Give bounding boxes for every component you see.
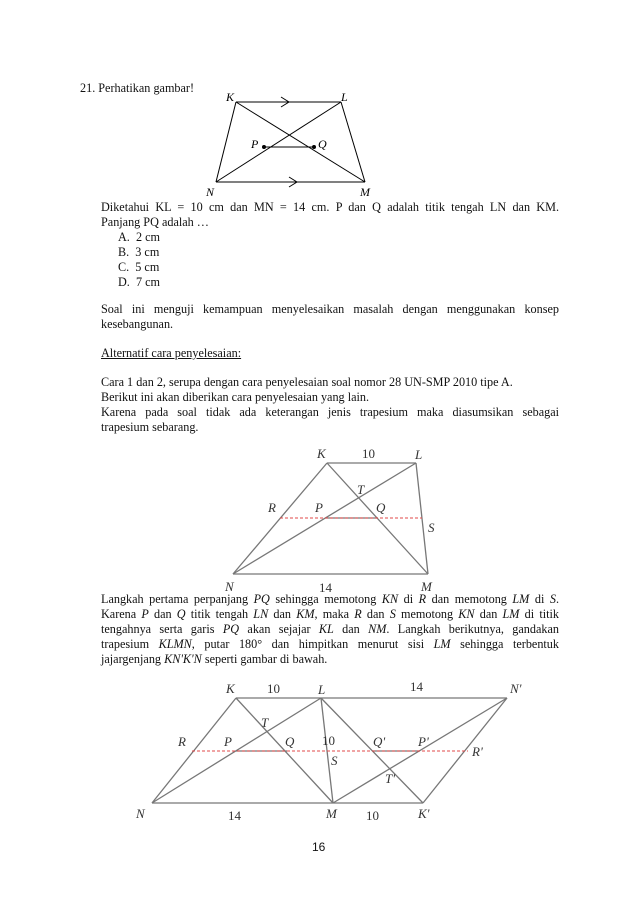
fig3-label-k: K <box>226 681 235 696</box>
fig2-label-s: S <box>428 520 435 535</box>
fig3-label-14-top: 14 <box>410 679 423 694</box>
option-d: D. 7 cm <box>118 275 160 289</box>
fig3-label-nprime: N' <box>510 681 522 696</box>
fig3-label-10-top: 10 <box>267 681 280 696</box>
method-line2: Berikut ini akan diberikan cara penyelesaian yang lain. <box>101 390 370 404</box>
fig3-label-kprime: K' <box>418 806 430 821</box>
fig2-label-p: P <box>315 500 323 515</box>
fig3-label-n: N <box>136 806 145 821</box>
step-line4: trapesium KLMN, putar 180° dan himpitkan menurut sisi LM sehingga terbentuk <box>101 637 559 651</box>
aim-line1: Soal ini menguji kemampuan menyelesaikan masalah dengan menggunakan konsep <box>101 302 559 316</box>
step-line5: jajargenjang KN'K'N seperti gambar di bawah. <box>101 652 328 666</box>
fig1-label-m: M <box>360 185 370 199</box>
fig3-label-t: T <box>261 715 269 730</box>
option-a: A. 2 cm <box>118 230 160 244</box>
fig1-label-p: P <box>251 137 259 151</box>
fig3-label-tprime: T' <box>385 771 396 786</box>
step-line1: Langkah pertama perpanjang PQ sehingga memotong KN di R dan memotong LM di S. <box>101 592 560 606</box>
fig2-label-14: 14 <box>319 580 332 595</box>
fig3-label-qprime: Q' <box>373 734 386 749</box>
fig3-label-l: L <box>318 682 326 697</box>
fig3-label-s: S <box>331 753 338 768</box>
fig2-label-q: Q <box>376 500 386 515</box>
fig2-label-n: N <box>225 579 234 594</box>
fig2-label-l: L <box>415 447 423 462</box>
fig3-label-p: P <box>224 734 232 749</box>
fig1-label-q: Q <box>318 137 327 151</box>
fig1-label-n: N <box>206 185 215 199</box>
fig1-label-l: L <box>341 90 348 104</box>
fig3-label-10-bot: 10 <box>366 808 379 823</box>
fig3-label-rprime: R' <box>472 744 483 759</box>
method-line4: trapesium sebarang. <box>101 420 199 434</box>
fig3-label-q: Q <box>285 734 295 749</box>
question-title: 21. Perhatikan gambar! <box>80 81 195 95</box>
fig2-label-m: M <box>421 579 432 594</box>
fig3-label-14-bot: 14 <box>228 808 241 823</box>
question-stem-line2: Panjang PQ adalah … <box>101 215 209 229</box>
fig3-label-m: M <box>326 806 337 821</box>
fig2-label-t: T <box>357 482 365 497</box>
fig3-label-10-mid: 10 <box>322 733 335 748</box>
fig3-label-r: R <box>178 734 186 749</box>
page-number: 16 <box>312 840 326 854</box>
fig2-label-10: 10 <box>362 446 375 461</box>
fig3-label-pprime: P' <box>418 734 429 749</box>
step-line2: Karena P dan Q titik tengah LN dan KM, maka R dan S memotong KN dan LM di titik <box>101 607 559 621</box>
aim-line2: kesebangunan. <box>101 317 174 331</box>
fig1-label-k: K <box>226 90 235 104</box>
method-line3: Karena pada soal tidak ada keterangan jenis trapesium maka diasumsikan sebagai <box>101 405 559 419</box>
step-line3: tengahnya serta garis PQ akan sejajar KL dan NM. Langkah berikutnya, gandakan <box>101 622 559 636</box>
method-line1: Cara 1 dan 2, serupa dengan cara penyelesaian soal nomor 28 UN-SMP 2010 tipe A. <box>101 375 513 389</box>
option-b: B. 3 cm <box>118 245 160 259</box>
option-c: C. 5 cm <box>118 260 160 274</box>
fig2-label-k: K <box>317 446 326 461</box>
question-stem-line1: Diketahui KL = 10 cm dan MN = 14 cm. P dan Q adalah titik tengah LN dan KM. <box>101 200 559 214</box>
alternative-heading: Alternatif cara penyelesaian: <box>101 346 242 360</box>
fig2-label-r: R <box>268 500 276 515</box>
